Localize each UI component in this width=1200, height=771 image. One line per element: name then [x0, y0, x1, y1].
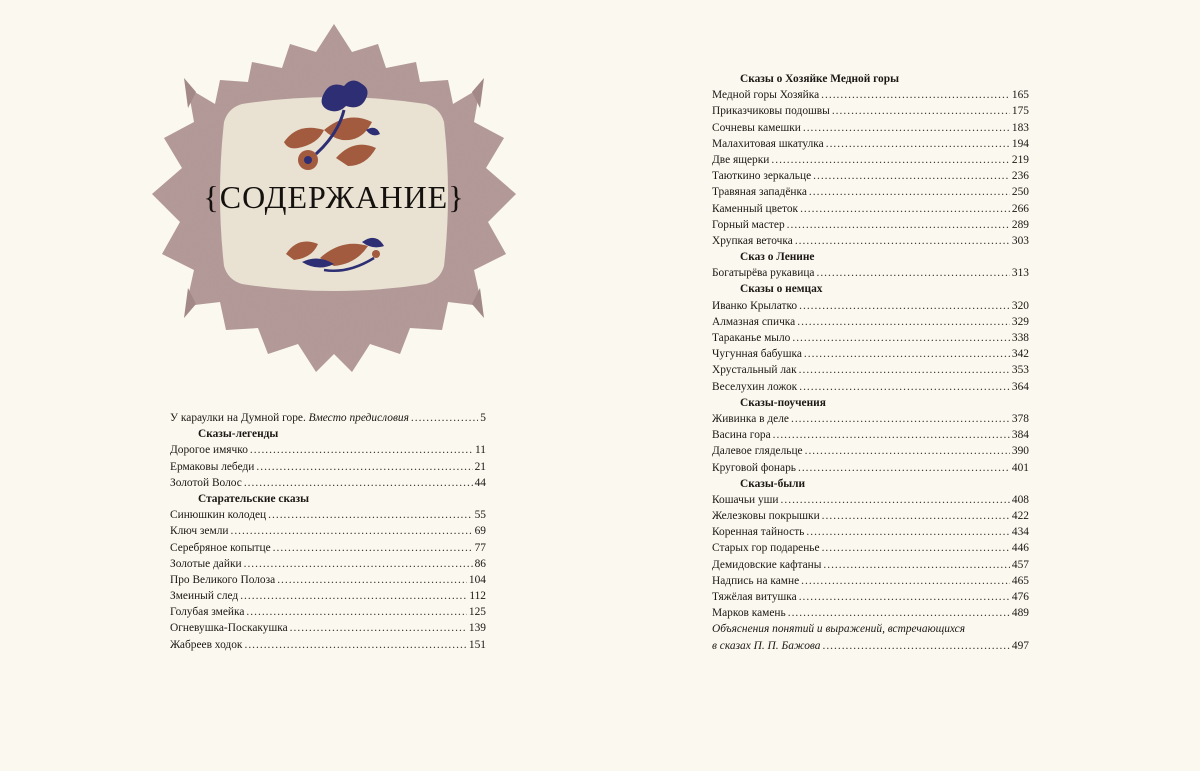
toc-right-sections [712, 71, 1029, 621]
leader-dots [797, 314, 1010, 330]
leader-dots [822, 508, 1010, 524]
toc-entry[interactable] [712, 87, 1029, 103]
toc-entry[interactable] [712, 638, 1029, 654]
toc-entry[interactable] [712, 573, 1029, 589]
entry-title: Железковы покрышки [712, 510, 820, 523]
leader-dots [230, 523, 472, 539]
entry-page: 465 [1011, 574, 1029, 587]
entry-page: 476 [1011, 591, 1029, 603]
entry-page: 151 [468, 638, 486, 651]
contents-title: {СОДЕРЖАНИЕ} [203, 179, 465, 215]
entry-page: 125 [468, 606, 486, 619]
toc-entry[interactable] [170, 556, 486, 572]
entry-title: Медной горы Хозяйка [712, 89, 820, 102]
toc-entry[interactable] [170, 410, 486, 426]
entry-page: 338 [1011, 332, 1029, 344]
toc-entry[interactable] [712, 411, 1029, 427]
entry-title: Сочневы камешки [712, 121, 801, 134]
entry-title: Васина гора [712, 429, 771, 442]
entry-page: 422 [1011, 510, 1029, 523]
entry-title: Ермаковы лебеди [170, 460, 255, 473]
toc-entry[interactable] [712, 524, 1029, 540]
entry-title: Золотые дайки [170, 557, 242, 570]
entry-title: Круговой фонарь [712, 461, 796, 474]
entry-page: 289 [1011, 218, 1029, 231]
entry-title: Про Великого Полоза [170, 573, 276, 586]
leader-dots [773, 427, 1010, 443]
entry-title: Змеиный след [170, 590, 239, 603]
entry-title: Демидовские кафтаны [712, 558, 822, 571]
toc-entry[interactable] [712, 103, 1029, 119]
entry-page: 378 [1011, 412, 1029, 425]
toc-entry[interactable] [170, 637, 486, 653]
leader-dots [268, 507, 472, 523]
leader-dots [799, 379, 1010, 395]
leader-dots [277, 572, 467, 588]
toc-entry[interactable] [170, 523, 486, 539]
toc-entry[interactable] [712, 298, 1029, 314]
entry-title: Далевое глядельце [712, 445, 803, 458]
toc-left-sections [170, 426, 486, 653]
entry-title: Золотой Волос [170, 476, 242, 489]
entry-title: Каменный цветок [712, 202, 799, 215]
entry-title: Живинка в деле [712, 412, 789, 425]
toc-entry[interactable] [170, 588, 486, 604]
entry-page: 5 [480, 412, 486, 424]
leader-dots [795, 233, 1010, 249]
entry-page: 69 [474, 525, 486, 538]
toc-entry[interactable] [712, 168, 1029, 184]
leader-dots [813, 168, 1010, 184]
entry-page: 342 [1011, 348, 1029, 361]
leader-dots [240, 588, 467, 604]
leader-dots [246, 604, 466, 620]
entry-title: Две ящерки [712, 153, 770, 166]
toc-entry[interactable] [712, 217, 1029, 233]
leader-dots [799, 362, 1010, 378]
entry-page: 390 [1011, 445, 1029, 458]
entry-title: Кошачьи уши [712, 493, 779, 506]
leader-dots [822, 638, 1009, 654]
entry-title: Чугунная бабушка [712, 348, 802, 361]
entry-title: Тараканье мыло [712, 332, 791, 344]
section-heading: Сказы-легенды [198, 428, 279, 441]
leader-dots [791, 411, 1010, 427]
entry-page: 353 [1011, 364, 1029, 377]
leader-dots [771, 152, 1010, 168]
entry-page: 11 [475, 444, 486, 457]
toc-entry[interactable] [712, 120, 1029, 136]
entry-page: 183 [1011, 121, 1029, 134]
toc-entry[interactable] [712, 184, 1029, 200]
leader-dots [805, 443, 1010, 459]
leader-dots [832, 103, 1010, 119]
toc-entry[interactable] [712, 589, 1029, 605]
toc-entry[interactable] [170, 459, 486, 475]
section-heading: Сказ о Ленине [740, 251, 815, 264]
leader-dots [290, 620, 467, 636]
entry-title: Горный мастер [712, 218, 785, 231]
entry-page: 313 [1011, 267, 1029, 280]
toc-entry[interactable] [712, 443, 1029, 459]
entry-page: 175 [1011, 105, 1029, 118]
toc-entry[interactable] [712, 362, 1029, 378]
entry-title: Марков камень [712, 607, 786, 620]
toc-entry[interactable] [170, 572, 486, 588]
leader-dots [801, 573, 1010, 589]
entry-title: Дорогое имячко [170, 444, 248, 457]
toc-entry[interactable] [170, 604, 486, 620]
leader-dots [273, 540, 473, 556]
entry-page: 408 [1011, 493, 1029, 506]
entry-title: Надпись на камне [712, 574, 800, 587]
toc-entry[interactable] [170, 620, 486, 636]
entry-title: Огневушка-Поскакушка [170, 622, 288, 635]
toc-entry[interactable] [712, 508, 1029, 524]
section-heading: Сказы о Хозяйке Медной горы [740, 73, 899, 85]
entry-title: Ключ земли [170, 525, 229, 538]
section-heading: Старательские сказы [198, 492, 310, 505]
entry-page: 139 [468, 622, 486, 635]
toc-entry[interactable] [170, 540, 486, 556]
entry-page: 21 [474, 460, 486, 473]
entry-page: 219 [1011, 153, 1029, 166]
entry-page: 236 [1011, 170, 1029, 183]
entry-title: Малахитовая шкатулка [712, 137, 824, 150]
leader-dots [800, 201, 1010, 217]
entry-title: в сказах П. П. Бажова [712, 639, 821, 652]
entry-title: Богатырёва рукавица [712, 267, 815, 280]
entry-title: Серебряное копытце [170, 541, 271, 554]
entry-page: 446 [1011, 542, 1029, 555]
leader-dots [244, 475, 473, 491]
toc-entry[interactable] [712, 314, 1029, 330]
entry-page: 364 [1011, 380, 1029, 393]
leader-dots [792, 330, 1010, 346]
entry-page: 77 [474, 541, 486, 554]
leader-dots [804, 346, 1010, 362]
leader-dots [816, 265, 1009, 281]
leader-dots [244, 637, 466, 653]
leader-dots [788, 605, 1010, 621]
entry-page: 457 [1011, 558, 1029, 571]
toc-entry[interactable] [712, 379, 1029, 395]
contents-emblem [148, 18, 520, 376]
entry-title: Жабреев ходок [170, 638, 243, 651]
leader-dots [799, 298, 1010, 314]
entry-title: Старых гор подаренье [712, 542, 820, 555]
section-heading: Сказы-были [740, 477, 806, 490]
entry-title: Веселухин ложок [712, 380, 798, 393]
toc-entry[interactable] [712, 427, 1029, 443]
entry-page: 434 [1011, 526, 1029, 539]
leader-dots [803, 120, 1010, 136]
entry-title: Травяная западёнка [712, 186, 807, 199]
leader-dots [798, 460, 1010, 476]
entry-title: Таюткино зеркальце [712, 170, 812, 183]
entry-title: Коренная тайность [712, 526, 805, 539]
leader-dots [823, 557, 1010, 573]
entry-page: 86 [474, 557, 486, 570]
leader-dots [799, 589, 1010, 605]
entry-page: 320 [1011, 299, 1029, 312]
appendix-line-1[interactable]: Объяснения понятий и выражений, встречающихся [712, 623, 966, 636]
leader-dots [826, 136, 1010, 152]
entry-title: Алмазная спичка [712, 315, 796, 328]
leader-dots [781, 492, 1010, 508]
toc-entry[interactable] [712, 346, 1029, 362]
entry-page: 489 [1011, 607, 1029, 620]
entry-title: Тяжёлая витушка [712, 591, 797, 603]
entry-page: 250 [1011, 186, 1029, 199]
toc-entry[interactable] [712, 540, 1029, 556]
toc-left-column [170, 410, 486, 653]
entry-page: 303 [1011, 234, 1029, 247]
entry-page: 165 [1011, 89, 1029, 102]
entry-title: Хрупкая веточка [712, 234, 793, 247]
entry-page: 266 [1011, 202, 1029, 215]
entry-page: 44 [474, 476, 486, 489]
entry-page: 401 [1011, 461, 1029, 474]
toc-entry[interactable] [712, 201, 1029, 217]
toc-entry[interactable] [712, 330, 1029, 346]
entry-title: У караулки на Думной горе. [170, 412, 306, 424]
toc-entry[interactable] [712, 492, 1029, 508]
entry-title-italic: Вместо предисловия [308, 412, 409, 424]
leader-dots [250, 442, 473, 458]
toc-right-column [712, 71, 1029, 654]
leader-dots [806, 524, 1010, 540]
leader-dots [787, 217, 1010, 233]
entry-title: Голубая змейка [170, 606, 245, 619]
entry-page: 112 [469, 590, 486, 603]
leader-dots [411, 410, 478, 426]
leader-dots [809, 184, 1010, 200]
leader-dots [244, 556, 473, 572]
entry-title: Иванко Крылатко [712, 299, 798, 312]
entry-page: 497 [1011, 639, 1029, 652]
toc-entry[interactable] [170, 442, 486, 458]
entry-page: 55 [474, 509, 486, 522]
section-heading: Сказы о немцах [740, 283, 823, 296]
entry-title: Хрустальный лак [712, 364, 797, 377]
toc-entry[interactable] [712, 605, 1029, 621]
toc-entry[interactable] [712, 152, 1029, 168]
entry-page: 104 [468, 573, 486, 586]
toc-entry[interactable] [712, 460, 1029, 476]
entry-page: 329 [1011, 315, 1029, 328]
toc-entry[interactable] [712, 557, 1029, 573]
toc-entry[interactable] [170, 475, 486, 491]
leader-dots [256, 459, 472, 475]
toc-entry[interactable] [712, 136, 1029, 152]
toc-entry[interactable] [712, 233, 1029, 249]
entry-title: Приказчиковы подошвы [712, 105, 830, 118]
section-heading: Сказы-поучения [740, 396, 826, 409]
entry-page: 384 [1011, 429, 1029, 442]
toc-entry[interactable] [170, 507, 486, 523]
toc-entry[interactable] [712, 265, 1029, 281]
entry-page: 194 [1011, 137, 1029, 150]
entry-title: Синюшкин колодец [170, 509, 267, 522]
leader-dots [821, 87, 1010, 103]
leader-dots [822, 540, 1010, 556]
